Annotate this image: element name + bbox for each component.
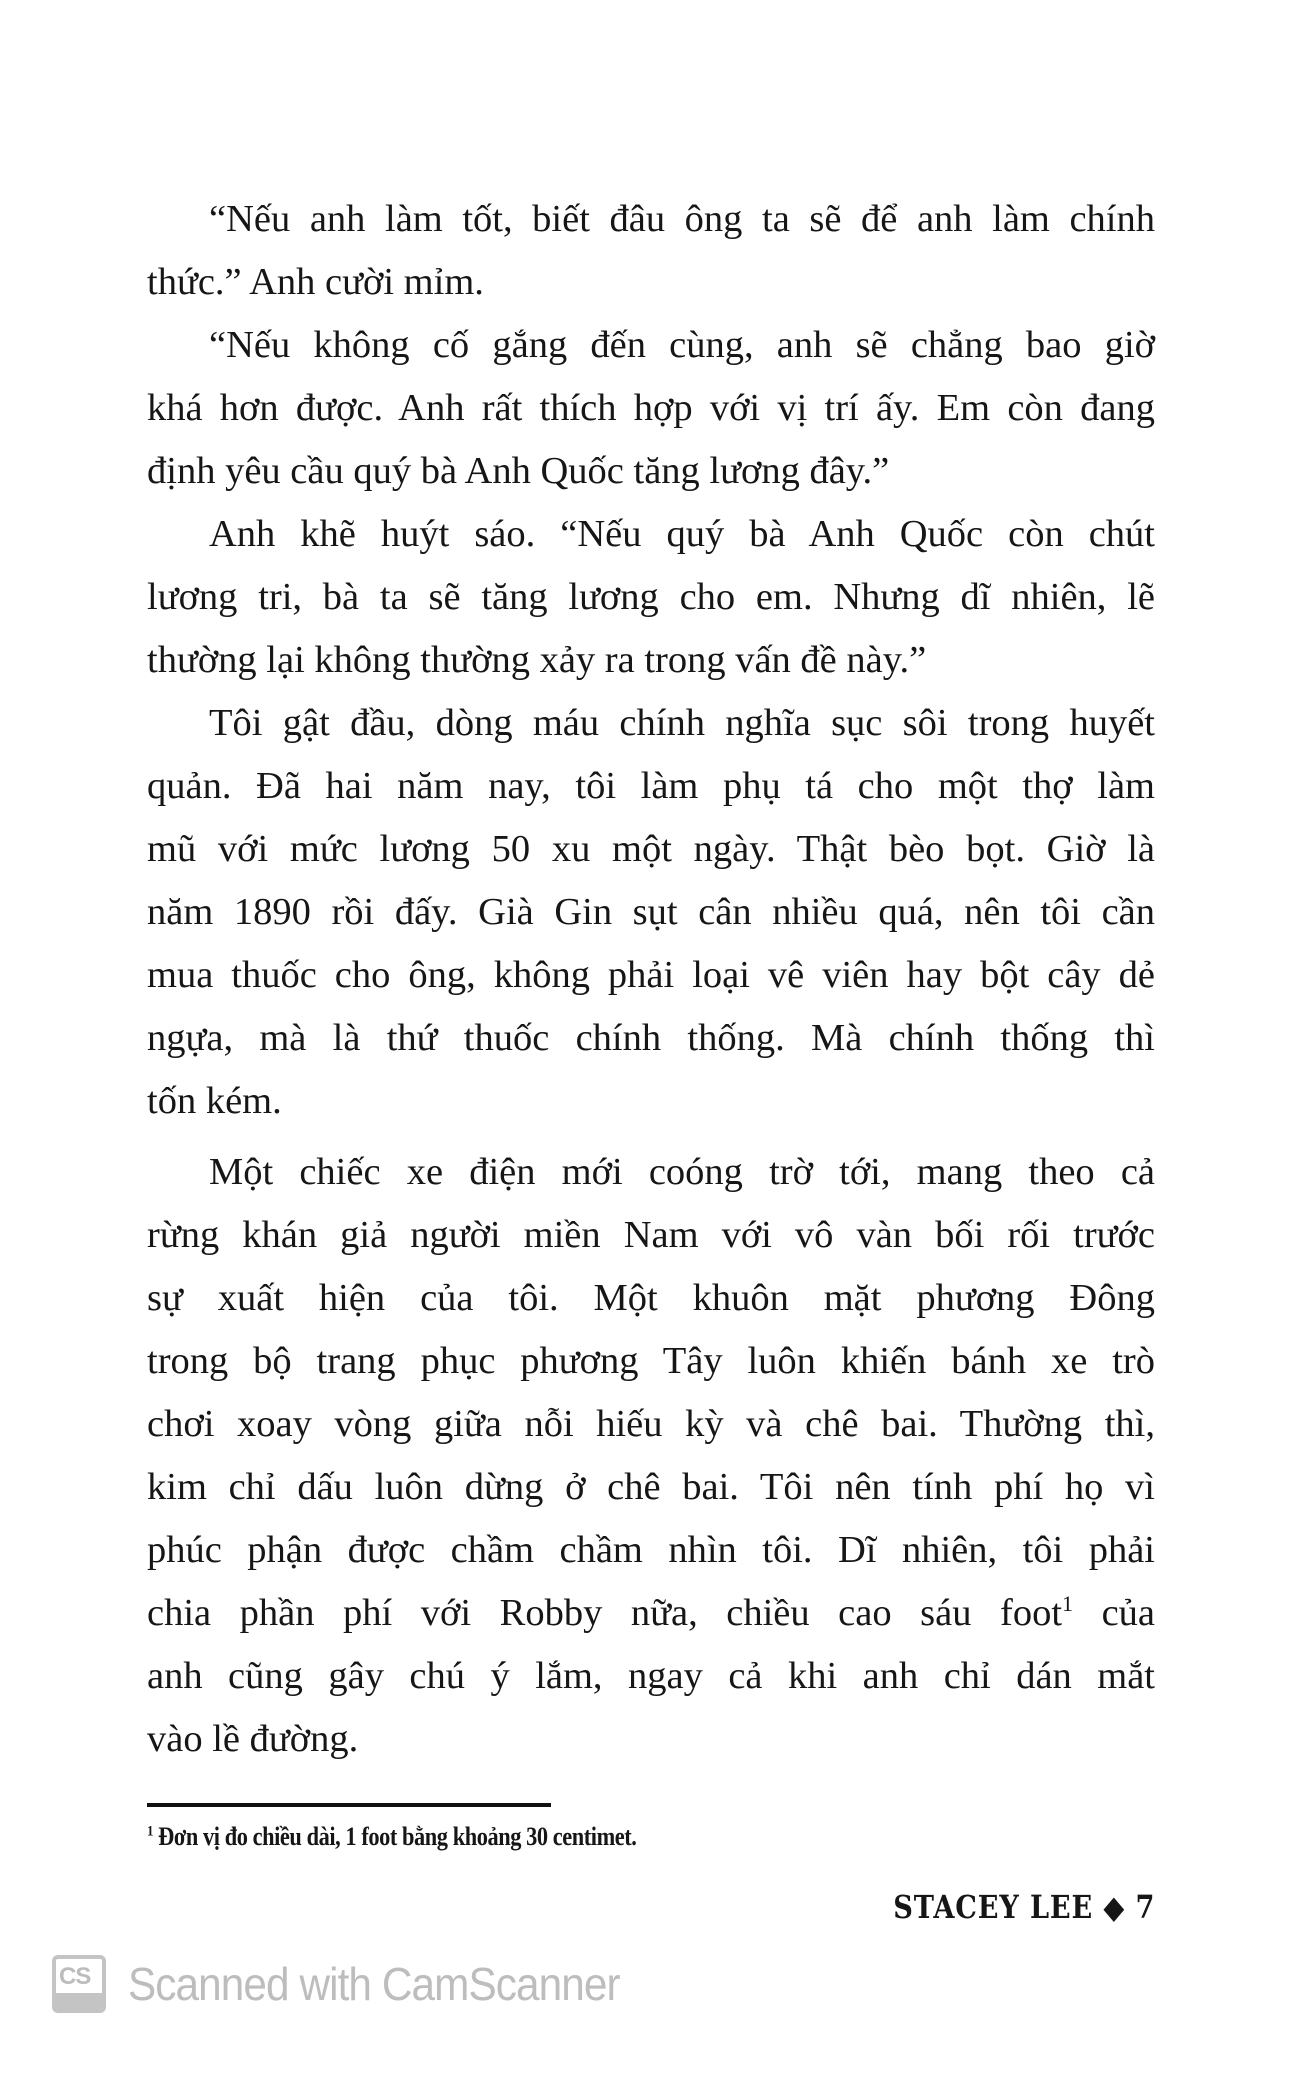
text-line: ngựa, mà là thứ thuốc chính thống. Mà chính thống thì (147, 1017, 1155, 1059)
paragraph (147, 1141, 1155, 1771)
line-text: chia phần phí với Robby nữa, chiều cao sáu foot (147, 1592, 1063, 1634)
text-line: “Nếu anh làm tốt, biết đâu ông ta sẽ để anh làm chính (209, 198, 1155, 240)
author-name: STACEY LEE (892, 1888, 1093, 1926)
text-line: lương tri, bà ta sẽ tăng lương cho em. Nhưng dĩ nhiên, lẽ (147, 576, 1155, 618)
text-line: phúc phận được chầm chầm nhìn tôi. Dĩ nhiên, tôi phải (147, 1529, 1155, 1571)
text-line: khá hơn được. Anh rất thích hợp với vị trí ấy. Em còn đang (147, 387, 1155, 429)
text-line: thường lại không thường xảy ra trong vấn đề này.” (147, 639, 927, 681)
footnote-divider (147, 1803, 551, 1807)
text-line: mũ với mức lương 50 xu một ngày. Thật bèo bọt. Giờ là (147, 828, 1155, 870)
footnote (147, 1822, 636, 1852)
text-line: sự xuất hiện của tôi. Một khuôn mặt phương Đông (147, 1277, 1155, 1319)
diamond-icon: ◆ (1103, 1888, 1125, 1926)
page-number: 7 (1135, 1888, 1155, 1926)
text-line: Anh khẽ huýt sáo. “Nếu quý bà Anh Quốc còn chút (209, 513, 1155, 555)
text-line: anh cũng gây chú ý lắm, ngay cả khi anh chỉ dán mắt (147, 1655, 1155, 1697)
text-line: mua thuốc cho ông, không phải loại vê viên hay bột cây dẻ (147, 954, 1155, 996)
paragraph (147, 314, 1155, 503)
text-line (147, 1582, 1155, 1645)
footnote-reference: 1 (1062, 1591, 1074, 1617)
text-line: rừng khán giả người miền Nam với vô vàn bối rối trước (147, 1214, 1155, 1256)
footnote-marker: 1 (147, 1823, 154, 1840)
text-line: tốn kém. (147, 1080, 282, 1122)
camscanner-watermark (52, 1955, 662, 2013)
text-line: vào lề đường. (147, 1718, 359, 1760)
text-line: Một chiếc xe điện mới coóng trờ tới, mang theo cả (209, 1151, 1155, 1193)
text-line: “Nếu không cố gắng đến cùng, anh sẽ chẳng bao giờ (209, 324, 1155, 366)
text-line: trong bộ trang phục phương Tây luôn khiến bánh xe trò (147, 1340, 1155, 1382)
body-text (147, 188, 1155, 1771)
watermark-text: Scanned with CamScanner (128, 1958, 620, 2010)
paragraph (147, 692, 1155, 1133)
footnote-text: Đơn vị đo chiều dài, 1 foot bằng khoảng 30 centimet. (153, 1822, 637, 1851)
text-line: năm 1890 rồi đấy. Già Gin sụt cân nhiều quá, nên tôi cần (147, 891, 1155, 933)
line-text: của (1073, 1592, 1156, 1634)
camscanner-logo-icon: CS (52, 1955, 106, 2013)
text-line: Tôi gật đầu, dòng máu chính nghĩa sục sôi trong huyết (209, 702, 1155, 744)
page-footer (893, 1888, 1155, 1926)
paragraph (147, 503, 1155, 692)
text-line: định yêu cầu quý bà Anh Quốc tăng lương đây.” (147, 450, 890, 492)
text-line: thức.” Anh cười mỉm. (147, 261, 484, 303)
text-line: kim chỉ dấu luôn dừng ở chê bai. Tôi nên tính phí họ vì (147, 1466, 1155, 1508)
text-line: quản. Đã hai năm nay, tôi làm phụ tá cho một thợ làm (147, 765, 1155, 807)
text-line: chơi xoay vòng giữa nỗi hiếu kỳ và chê bai. Thường thì, (147, 1403, 1155, 1445)
paragraph (147, 188, 1155, 314)
